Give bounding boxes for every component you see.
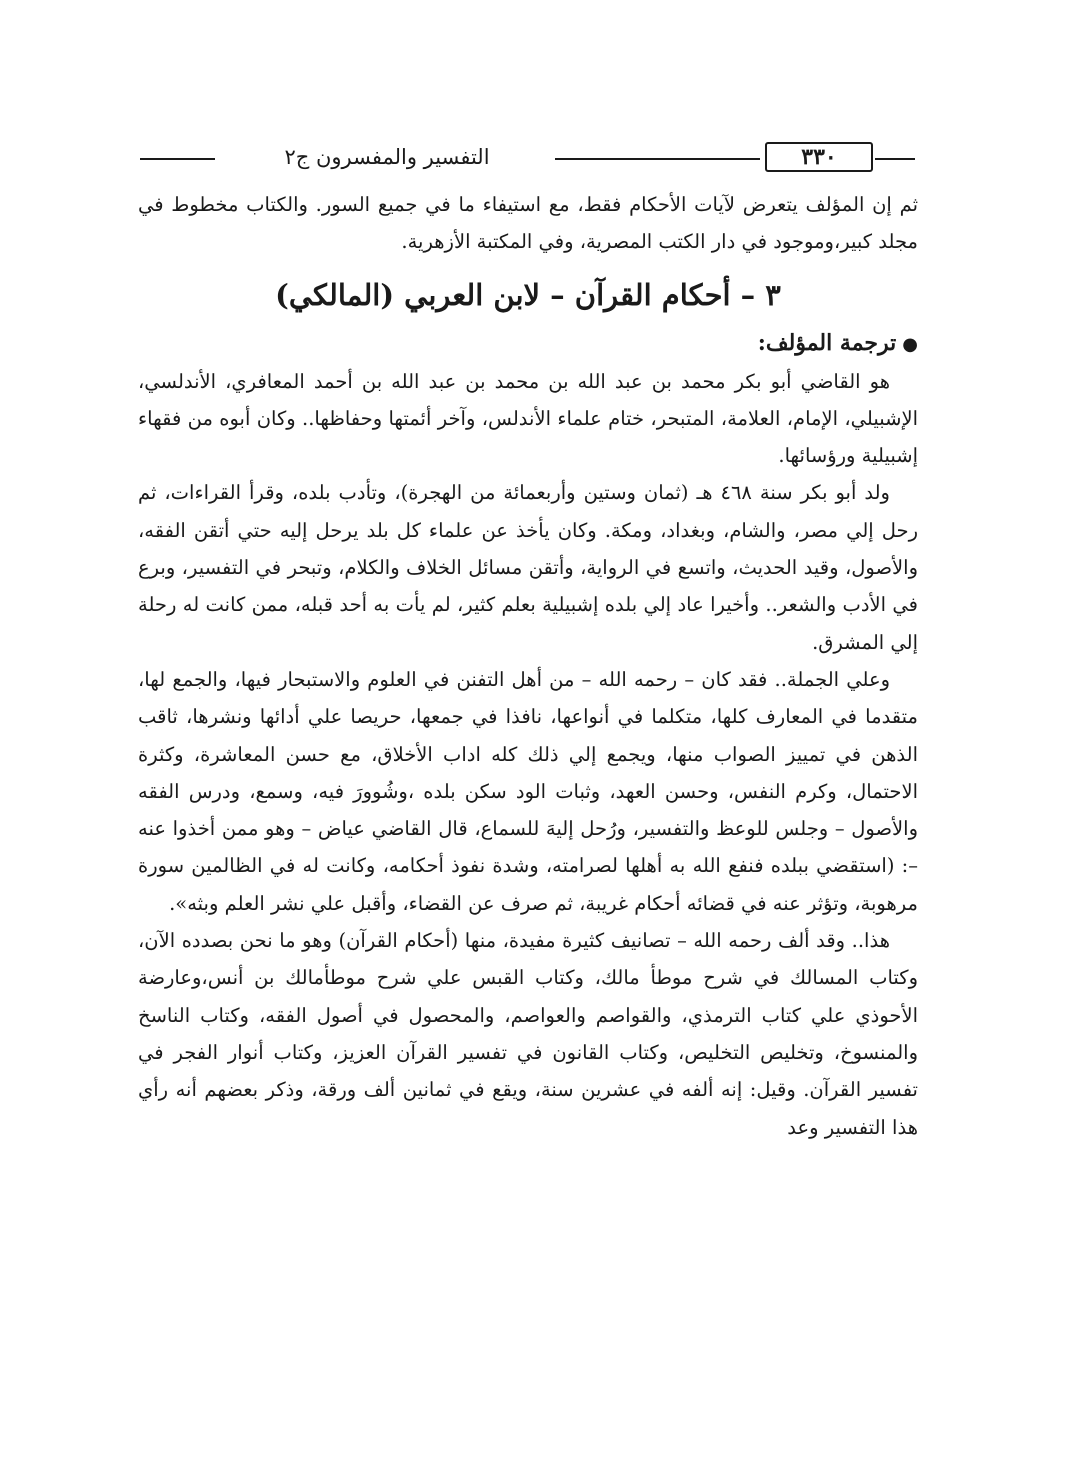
- paragraph-works: هذا.. وقد ألف رحمه الله – تصانيف كثيرة مفيدة، منها (أحكام القرآن) وهو ما نحن بصدده الآن، وكتاب المسالك في شرح موطأ مالك، وكتاب القبس علي شرح موطأمالك بن أنس،وعارضة الأحوذي علي كتاب الترمذي، والقواصم والعواصم، والمحصول في أصول الفقه، وكتاب الناسخ والمنسوخ، وتخليص التخليص، وكتاب القانون في تفسير القرآن العزيز، وكتاب أنوار الفجر في تفسير القرآن. وقيل: إنه ألفه في عشرين سنة، ويقع في ثمانين ألف ورقة، وذكر بعضهم أنه رأي هذا التفسير وعد: [138, 929, 918, 1139]
- header-rule-middle: [555, 158, 760, 160]
- body-text: [138, 186, 918, 1146]
- running-title: التفسير والمفسرون ج٢: [284, 145, 490, 169]
- running-header: [140, 140, 915, 180]
- subheading-label: ترجمة المؤلف:: [757, 329, 897, 356]
- paragraph-author-name: هو القاضي أبو بكر محمد بن عبد الله بن محمد بن عبد الله بن أحمد المعافري، الأندلسي، الإشبيلي، الإمام، العلامة، المتبحر، ختام علماء الأندلس، وآخر أئمتها وحفاظها.. وكان أبوه من فقهاء إشبيلية ورؤسائها.: [138, 369, 918, 468]
- page-number: ٣٣٠: [765, 142, 873, 172]
- bullet-icon: ●: [902, 333, 918, 355]
- paragraph-character: وعلي الجملة.. فقد كان – رحمه الله – من أهل التفنن في العلوم والاستبحار فيها، والجمع لها، متقدما في المعارف كلها، متكلما في أنواعها، نافذا في جمعها، حريصا علي أدائها ونشرها، ثاقب الذهن في تمييز الصواب منها، ويجمع إلي ذلك كله اداب الأخلاق، مع حسن المعاشرة، وكثرة الاحتمال، وكرم النفس، وحسن العهد، وثبات الود سكن بلده ،وشُوورَ فيه، وسمع، ودرس الفقه والأصول – وجلس للوعظ والتفسير، ورُحل إليهَ للسماع، قال القاضي عياض – وهو ممن أخذوا عنه –: (استقضي ببلده فنفع الله به أهلها لصرامته، وشدة نفوذ أحكامه، وكانت له في الظالمين سورة مرهوبة، وتؤثر عنه في قضائه أحكام غريبة، ثم صرف عن القضاء، وأقبل علي نشر العلم وبثه».: [138, 667, 918, 915]
- header-rule-right: [875, 158, 915, 160]
- section-title: ٣ – أحكام القرآن – لابن العربي (المالكي): [275, 277, 781, 312]
- intro-paragraph: ثم إن المؤلف يتعرض لآيات الأحكام فقط، مع استيفاء ما في جميع السور. والكتاب مخطوط في مجلد كبير،وموجود في دار الكتب المصرية، وفي المكتبة الأزهرية.: [138, 193, 918, 254]
- header-rule-left: [140, 158, 215, 160]
- paragraph-birth-travels: ولد أبو بكر سنة ٤٦٨ هـ (ثمان وستين وأربعمائة من الهجرة)، وتأدب بلده، وقرأ القراءات، ثم رحل إلي مصر، والشام، وبغداد، ومكة. وكان يأخذ عن علماء كل بلد يرحل إليه حتي أتقن الفقه، والأصول، وقيد الحديث، واتسع في الرواية، وأتقن مسائل الخلاف والكلام، وتبحر في التفسير، وبرع في الأدب والشعر.. وأخيرا عاد إلي بلده إشبيلية بعلم كثير، لم يأت به أحد قبله، ممن كانت له رحلة إلي المشرق.: [138, 481, 918, 654]
- author-biography-heading: [138, 325, 918, 363]
